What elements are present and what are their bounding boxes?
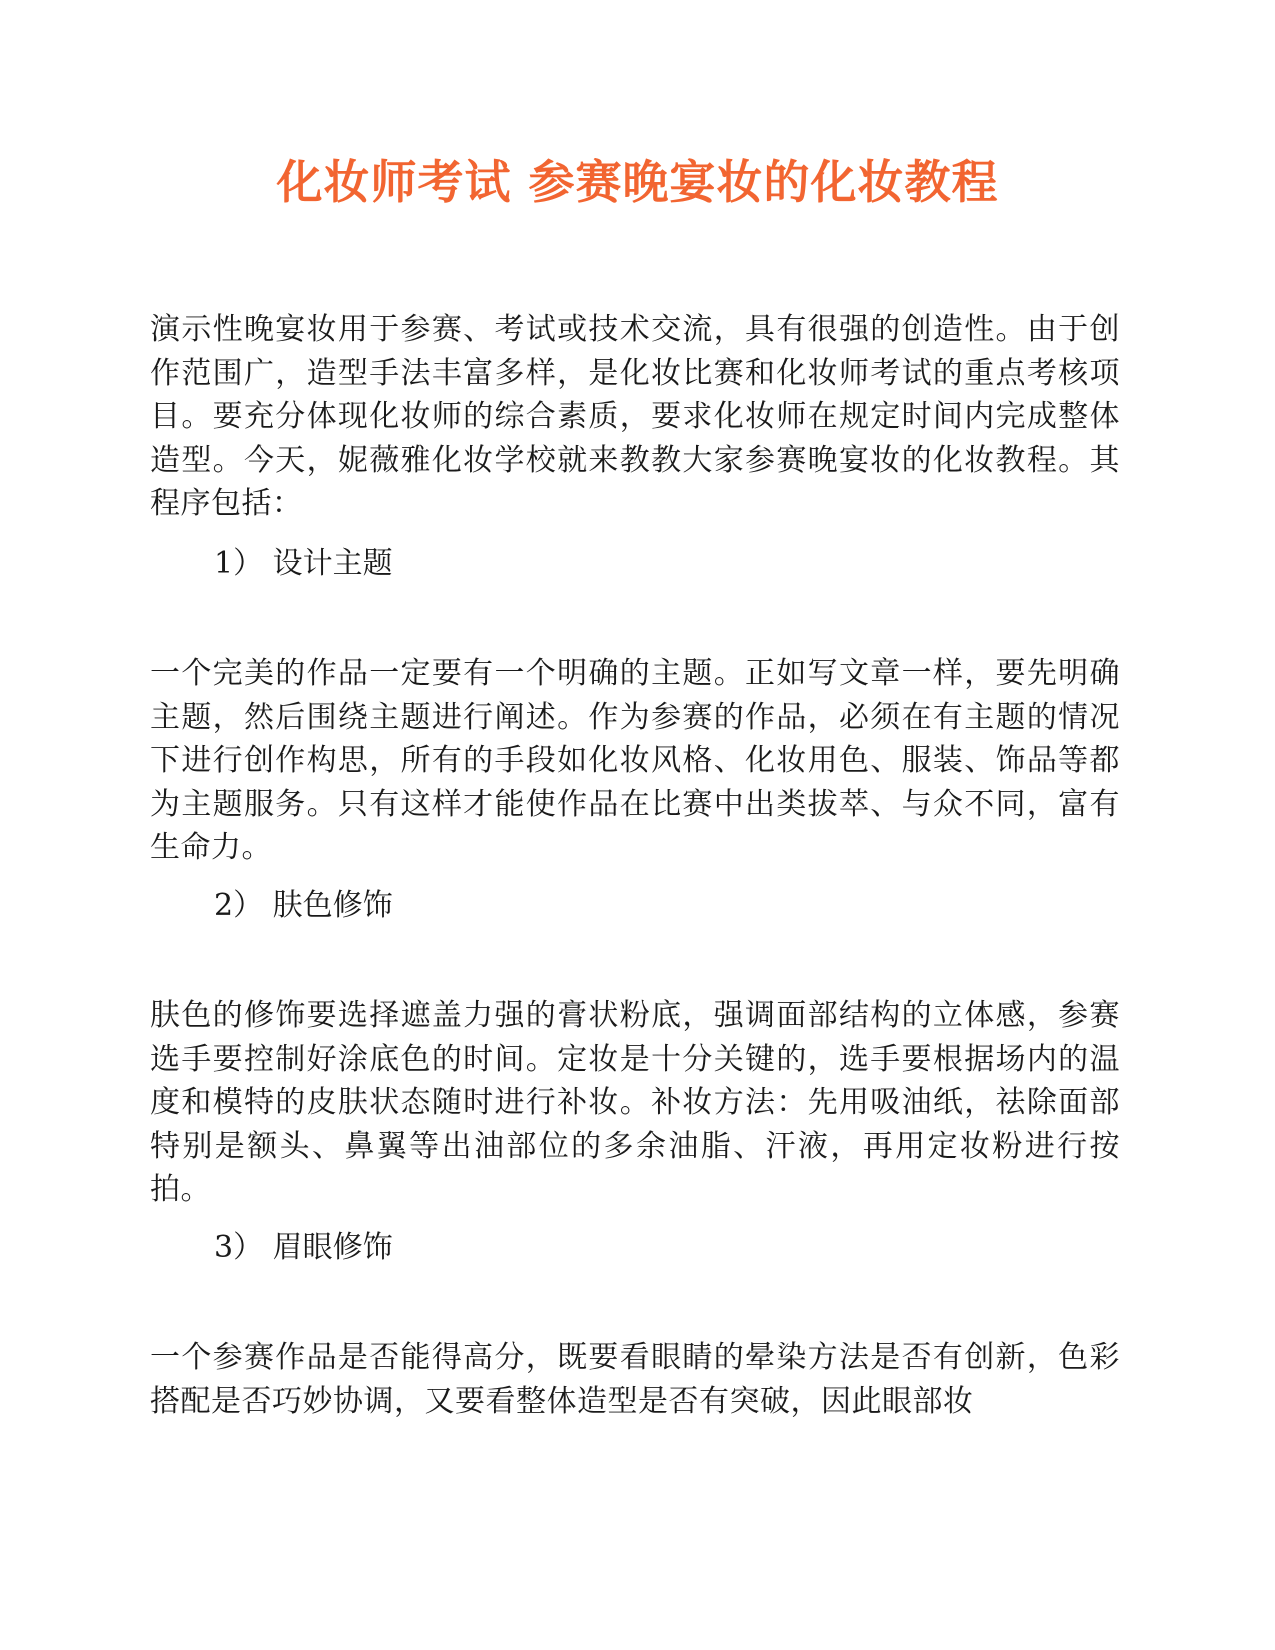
section-body-brow-eye: 一个参赛作品是否能得高分，既要看眼睛的晕染方法是否有创新，色彩搭配是否巧妙协调，又要看整体造型是否有突破，因此眼部妆 xyxy=(150,1340,1120,1419)
section-heading-brow-eye: 3） 眉眼修饰 xyxy=(214,1230,393,1265)
section-body-design-theme: 一个完美的作品一定要有一个明确的主题。正如写文章一样，要先明确主题，然后围绕主题进行阐述。作为参赛的作品，必须在有主题的情况下进行创作构思，所有的手段如化妆风格、化妆用色、服装、饰品等都为主题服务。只有这样才能使作品在比赛中出类拔萃、与众不同，富有生命力。 xyxy=(150,656,1120,865)
document-title: 化妆师考试 参赛晚宴妆的化妆教程 xyxy=(276,155,999,209)
section-heading-skin-tone: 2） 肤色修饰 xyxy=(214,888,393,923)
intro-paragraph: 演示性晚宴妆用于参赛、考试或技术交流，具有很强的创造性。由于创作范围广，造型手法丰富多样，是化妆比赛和化妆师考试的重点考核项目。要充分体现化妆师的综合素质，要求化妆师在规定时间内完成整体造型。今天，妮薇雅化妆学校就来教教大家参赛晚宴妆的化妆教程。其程序包括： xyxy=(150,312,1120,521)
section-heading-design-theme: 1） 设计主题 xyxy=(214,546,393,581)
section-body-skin-tone: 肤色的修饰要选择遮盖力强的膏状粉底，强调面部结构的立体感，参赛选手要控制好涂底色的时间。定妆是十分关键的，选手要根据场内的温度和模特的皮肤状态随时进行补妆。补妆方法：先用吸油纸，祛除面部特别是额头、鼻翼等出油部位的多余油脂、汗液，再用定妆粉进行按拍。 xyxy=(150,998,1120,1207)
